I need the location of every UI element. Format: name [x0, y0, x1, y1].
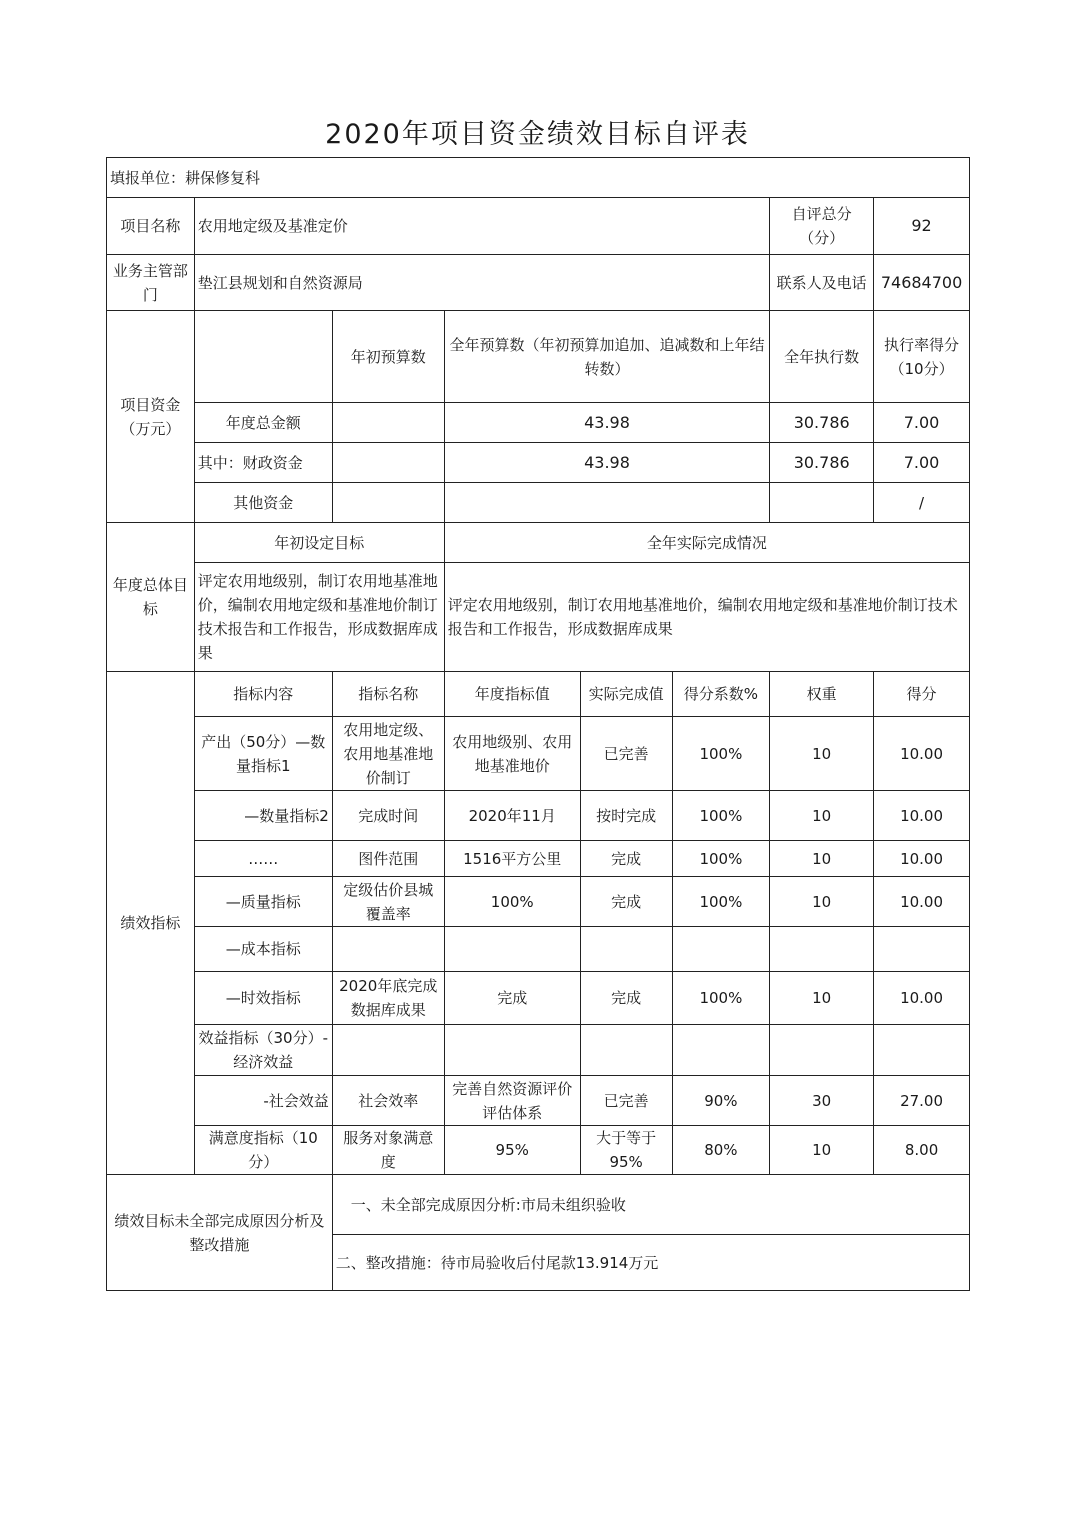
indicator-content: 效益指标（30分）-经济效益 — [194, 1025, 332, 1076]
indicator-coef: 100% — [672, 877, 770, 927]
indicator-header: 实际完成值 — [580, 672, 672, 717]
evaluation-table — [106, 157, 970, 1291]
indicator-content: 产出（50分）—数量指标1 — [194, 717, 332, 791]
funds-section-label: 项目资金（万元） — [107, 311, 195, 523]
funds-annual: 43.98 — [444, 443, 770, 483]
funds-corner — [194, 311, 332, 403]
indicator-coef: 100% — [672, 841, 770, 877]
indicator-weight: 10 — [770, 1126, 874, 1175]
indicator-weight: 10 — [770, 791, 874, 841]
indicator-content: —质量指标 — [194, 877, 332, 927]
indicator-header: 得分 — [874, 672, 970, 717]
col-execution: 全年执行数 — [770, 311, 874, 403]
indicator-weight: 30 — [770, 1076, 874, 1126]
indicator-row — [107, 877, 970, 927]
indicator-target: 完成 — [444, 972, 580, 1025]
indicator-actual: 已完善 — [580, 717, 672, 791]
indicator-score: 10.00 — [874, 972, 970, 1025]
indicator-header: 权重 — [770, 672, 874, 717]
indicator-name: 完成时间 — [332, 791, 444, 841]
goals-section-label: 年度总体目标 — [107, 523, 195, 672]
indicator-row — [107, 1076, 970, 1126]
contact-phone: 74684700 — [874, 255, 970, 311]
indicator-weight — [770, 1025, 874, 1076]
analysis-label: 绩效目标未全部完成原因分析及整改措施 — [107, 1175, 333, 1291]
indicator-name: 定级估价县城覆盖率 — [332, 877, 444, 927]
indicator-coef: 100% — [672, 791, 770, 841]
goals-actual-text: 评定农用地级别，制订农用地基准地价，编制农用地定级和基准地价制订技术报告和工作报告，形成数据库成果 — [444, 563, 969, 672]
indicator-actual: 完成 — [580, 972, 672, 1025]
indicator-coef — [672, 1025, 770, 1076]
analysis-reason: 一、未全部完成原因分析:市局未组织验收 — [332, 1175, 969, 1235]
indicator-name: 2020年底完成数据库成果 — [332, 972, 444, 1025]
project-name: 农用地定级及基准定价 — [194, 198, 770, 255]
indicator-header: 年度指标值 — [444, 672, 580, 717]
indicator-target: 完善自然资源评价评估体系 — [444, 1076, 580, 1126]
indicator-weight: 10 — [770, 717, 874, 791]
funds-annual: 43.98 — [444, 403, 770, 443]
funds-exec: 30.786 — [770, 403, 874, 443]
fill-unit: 填报单位：耕保修复科 — [107, 158, 970, 198]
indicator-score — [874, 927, 970, 972]
indicator-content: -社会效益 — [194, 1076, 332, 1126]
funds-initial — [332, 483, 444, 523]
indicator-weight: 10 — [770, 972, 874, 1025]
indicator-row — [107, 927, 970, 972]
indicator-weight — [770, 927, 874, 972]
indicator-actual: 已完善 — [580, 1076, 672, 1126]
indicator-content: —成本指标 — [194, 927, 332, 972]
indicator-row — [107, 717, 970, 791]
indicator-actual: 大于等于95% — [580, 1126, 672, 1175]
indicator-target — [444, 927, 580, 972]
indicator-row — [107, 972, 970, 1025]
indicator-actual: 完成 — [580, 877, 672, 927]
indicator-coef — [672, 927, 770, 972]
indicator-header: 指标名称 — [332, 672, 444, 717]
indicator-score: 10.00 — [874, 791, 970, 841]
indicator-actual: 按时完成 — [580, 791, 672, 841]
indicator-coef: 80% — [672, 1126, 770, 1175]
indicator-actual — [580, 1025, 672, 1076]
funds-rate: / — [874, 483, 970, 523]
indicator-target: 100% — [444, 877, 580, 927]
indicator-name: 社会效率 — [332, 1076, 444, 1126]
indicator-content: 满意度指标（10分） — [194, 1126, 332, 1175]
goals-set-label: 年初设定目标 — [194, 523, 444, 563]
indicator-row — [107, 841, 970, 877]
indicator-row — [107, 1126, 970, 1175]
funds-exec: 30.786 — [770, 443, 874, 483]
indicator-coef: 100% — [672, 717, 770, 791]
funds-rate: 7.00 — [874, 443, 970, 483]
indicator-header: 指标内容 — [194, 672, 332, 717]
funds-initial — [332, 443, 444, 483]
indicator-score: 8.00 — [874, 1126, 970, 1175]
indicator-score: 10.00 — [874, 877, 970, 927]
indicator-weight: 10 — [770, 841, 874, 877]
self-score: 92 — [874, 198, 970, 255]
goals-set-text: 评定农用地级别，制订农用地基准地价，编制农用地定级和基准地价制订技术报告和工作报告，形成数据库成果 — [194, 563, 444, 672]
analysis-measure: 二、整改措施：待市局验收后付尾款13.914万元 — [332, 1235, 969, 1291]
indicators-section-label: 绩效指标 — [107, 672, 195, 1175]
contact-label: 联系人及电话 — [770, 255, 874, 311]
indicator-content: —时效指标 — [194, 972, 332, 1025]
indicator-target — [444, 1025, 580, 1076]
indicator-header: 得分系数% — [672, 672, 770, 717]
col-annual-budget: 全年预算数（年初预算加追加、追减数和上年结转数） — [444, 311, 770, 403]
indicator-content: —数量指标2 — [194, 791, 332, 841]
indicator-coef: 90% — [672, 1076, 770, 1126]
indicator-row — [107, 791, 970, 841]
indicator-target: 2020年11月 — [444, 791, 580, 841]
indicator-score: 10.00 — [874, 717, 970, 791]
col-initial-budget: 年初预算数 — [332, 311, 444, 403]
col-exec-rate: 执行率得分（10分） — [874, 311, 970, 403]
page-title: 2020年项目资金绩效目标自评表 — [325, 119, 750, 150]
indicator-score: 10.00 — [874, 841, 970, 877]
indicator-name — [332, 927, 444, 972]
funds-row-label: 年度总金额 — [194, 403, 332, 443]
self-score-label: 自评总分（分） — [770, 198, 874, 255]
indicator-coef: 100% — [672, 972, 770, 1025]
indicator-content: …… — [194, 841, 332, 877]
indicator-name: 农用地定级、农用地基准地价制订 — [332, 717, 444, 791]
funds-annual — [444, 483, 770, 523]
indicator-actual: 完成 — [580, 841, 672, 877]
indicator-target: 95% — [444, 1126, 580, 1175]
indicator-name: 服务对象满意度 — [332, 1126, 444, 1175]
indicator-name: 图件范围 — [332, 841, 444, 877]
funds-row-label: 其他资金 — [194, 483, 332, 523]
indicator-target: 农用地级别、农用地基准地价 — [444, 717, 580, 791]
indicator-actual — [580, 927, 672, 972]
funds-rate: 7.00 — [874, 403, 970, 443]
funds-row-label: 其中：财政资金 — [194, 443, 332, 483]
indicator-row — [107, 1025, 970, 1076]
indicator-score: 27.00 — [874, 1076, 970, 1126]
goals-actual-label: 全年实际完成情况 — [444, 523, 969, 563]
dept-name: 垫江县规划和自然资源局 — [194, 255, 770, 311]
project-name-label: 项目名称 — [107, 198, 195, 255]
indicator-name — [332, 1025, 444, 1076]
funds-exec — [770, 483, 874, 523]
indicator-score — [874, 1025, 970, 1076]
indicator-target: 1516平方公里 — [444, 841, 580, 877]
indicator-weight: 10 — [770, 877, 874, 927]
funds-initial — [332, 403, 444, 443]
dept-label: 业务主管部门 — [107, 255, 195, 311]
